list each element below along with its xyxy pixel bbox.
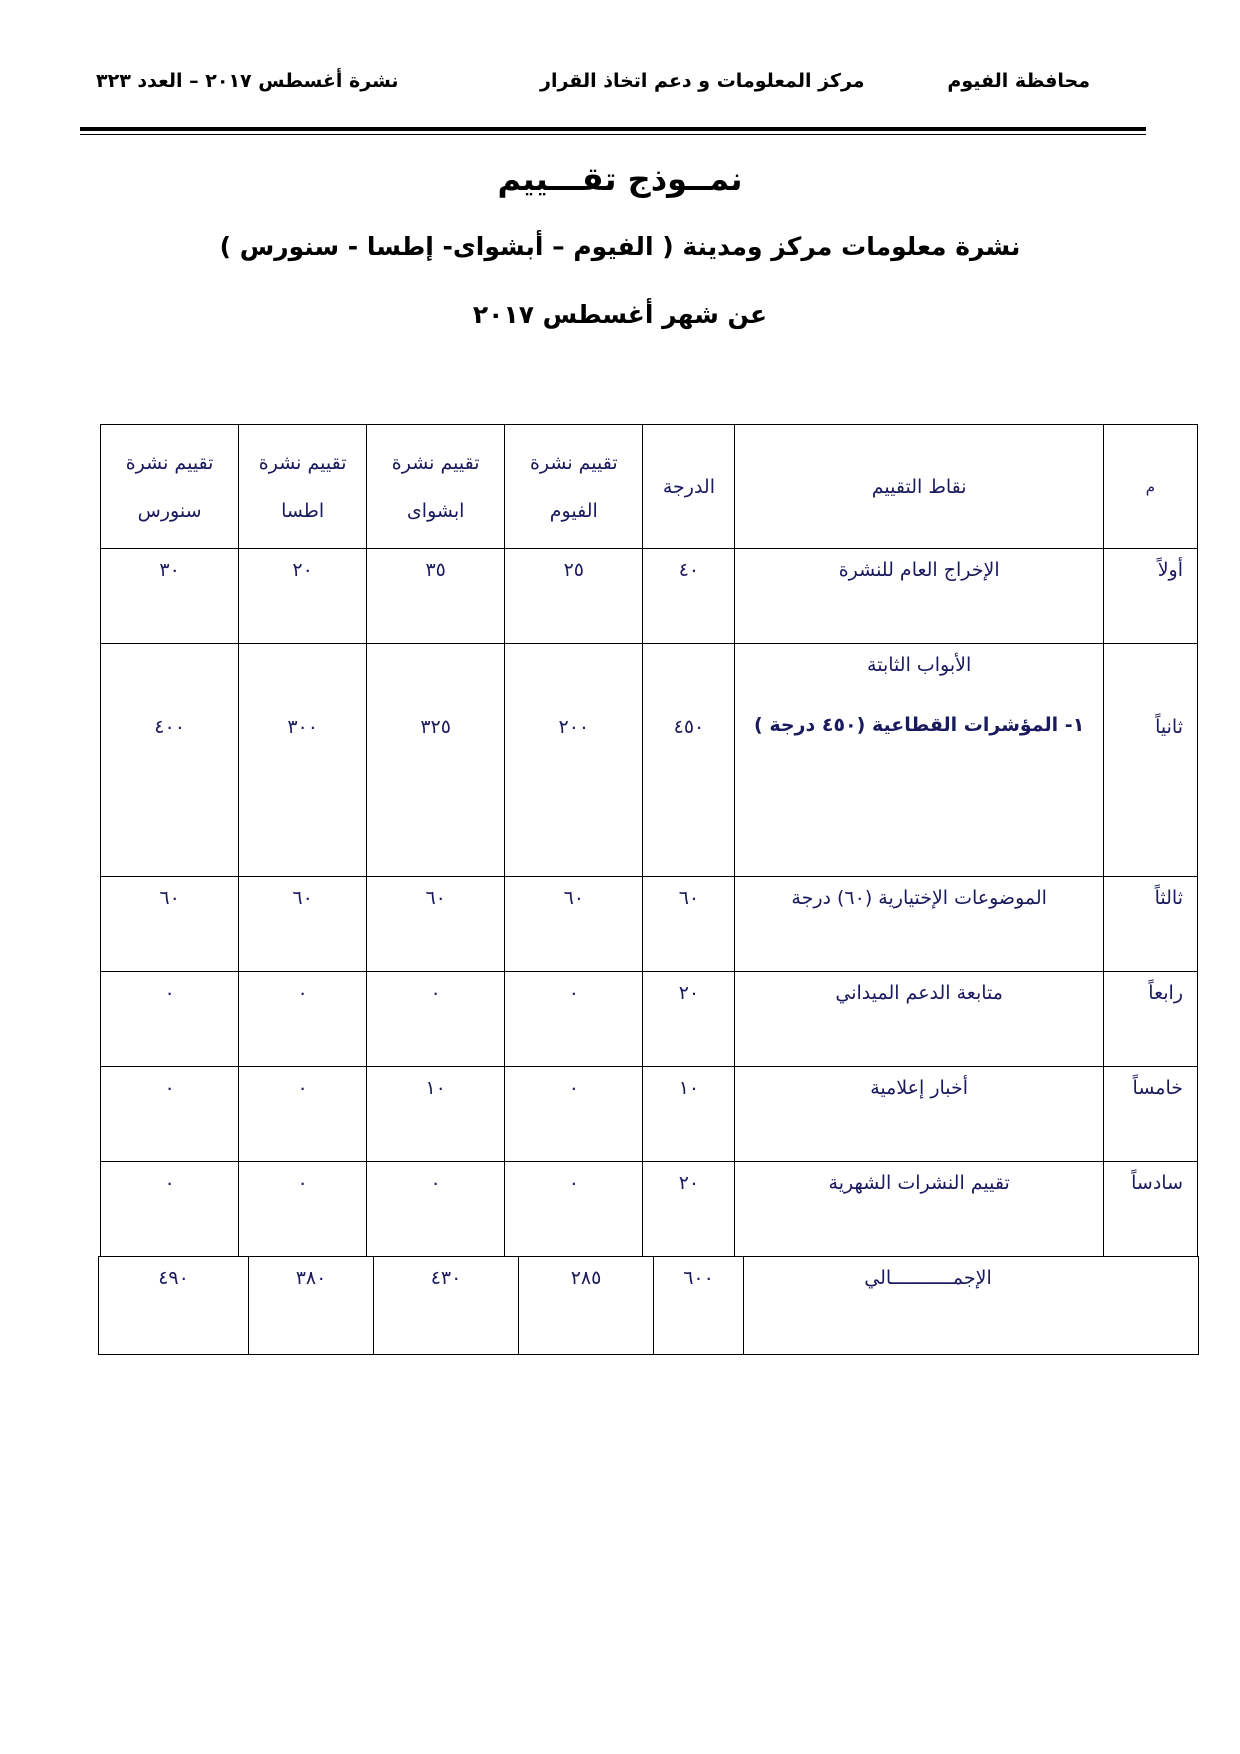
row-fayoum: ٠	[505, 972, 643, 1067]
row-num: رابعاً	[1103, 972, 1197, 1067]
header-fayoum-line1: تقييم نشرة	[529, 451, 618, 474]
center-name: مركز المعلومات و دعم اتخاذ القرار	[540, 70, 865, 92]
row-sinnuris: ٠	[101, 1067, 239, 1162]
evaluation-table	[100, 424, 1198, 1257]
total-table	[98, 1256, 1199, 1355]
row-itsa: ٠	[239, 972, 367, 1067]
row-ibshway: ٣٢٥	[367, 644, 505, 877]
row-itsa: ٠	[239, 1162, 367, 1257]
row-sinnuris: ٠	[101, 1162, 239, 1257]
header-degree: الدرجة	[643, 425, 735, 549]
header-sinnuris-line2: سنورس	[137, 499, 202, 522]
page-period: عن شهر أغسطس ٢٠١٧	[472, 300, 768, 329]
row-fayoum: ٠	[505, 1162, 643, 1257]
row-ibshway: ١٠	[367, 1067, 505, 1162]
governorate-label: محافظة الفيوم	[947, 70, 1090, 92]
header-rule	[80, 127, 1146, 131]
row-itsa: ٦٠	[239, 877, 367, 972]
row-fayoum: ٦٠	[505, 877, 643, 972]
total-row	[99, 1257, 1199, 1355]
table-row	[101, 1067, 1198, 1162]
row-points: متابعة الدعم الميداني	[735, 972, 1103, 1067]
row-degree: ٦٠	[643, 877, 735, 972]
header-num: م	[1103, 425, 1197, 549]
row-num: أولاً	[1103, 549, 1197, 644]
table-row	[101, 877, 1198, 972]
header-points: نقاط التقييم	[735, 425, 1103, 549]
total-itsa: ٣٨٠	[249, 1257, 374, 1355]
header-ibshway	[367, 425, 505, 549]
row-points: الموضوعات الإختيارية (٦٠) درجة	[735, 877, 1103, 972]
row-num: سادساً	[1103, 1162, 1197, 1257]
header-itsa-line1: تقييم نشرة	[258, 451, 347, 474]
table-row	[101, 644, 1198, 877]
table-row	[101, 972, 1198, 1067]
row-fayoum: ٠	[505, 1067, 643, 1162]
row-num: ثالثاً	[1103, 877, 1197, 972]
total-label: الإجمـــــــــــالي	[744, 1257, 1199, 1355]
row-points	[735, 644, 1103, 877]
row-itsa: ٢٠	[239, 549, 367, 644]
row-points: الإخراج العام للنشرة	[735, 549, 1103, 644]
row-sinnuris: ٣٠	[101, 549, 239, 644]
row-num: ثانياً	[1103, 644, 1197, 877]
total-sinnuris: ٤٩٠	[99, 1257, 249, 1355]
row-sinnuris: ٠	[101, 972, 239, 1067]
header-fayoum-line2: الفيوم	[549, 499, 598, 522]
row-ibshway: ٣٥	[367, 549, 505, 644]
row-points-subitem: ١- المؤشرات القطاعية (٤٥٠ درجة )	[754, 714, 1085, 736]
header-rule-thin	[80, 134, 1146, 135]
row-points: تقييم النشرات الشهرية	[735, 1162, 1103, 1257]
header-itsa	[239, 425, 367, 549]
header-sinnuris-line1: تقييم نشرة	[125, 451, 214, 474]
header-sinnuris	[101, 425, 239, 549]
row-num: خامساً	[1103, 1067, 1197, 1162]
table-row	[101, 549, 1198, 644]
row-degree: ٤٥٠	[643, 644, 735, 877]
header-ibshway-line2: ابشواى	[406, 499, 465, 522]
row-ibshway: ٠	[367, 1162, 505, 1257]
page-subtitle: نشرة معلومات مركز ومدينة ( الفيوم – أبشواى- إطسا - سنورس )	[219, 232, 1021, 261]
row-fayoum: ٢٠٠	[505, 644, 643, 877]
row-degree: ١٠	[643, 1067, 735, 1162]
page-title: نمــوذج تقـــييم	[497, 160, 743, 198]
row-degree: ٤٠	[643, 549, 735, 644]
total-ibshway: ٤٣٠	[374, 1257, 519, 1355]
total-degree: ٦٠٠	[654, 1257, 744, 1355]
row-ibshway: ٠	[367, 972, 505, 1067]
row-points-heading: الأبواب الثابتة	[867, 654, 972, 676]
row-fayoum: ٢٥	[505, 549, 643, 644]
row-itsa: ٣٠٠	[239, 644, 367, 877]
row-degree: ٢٠	[643, 1162, 735, 1257]
row-sinnuris: ٤٠٠	[101, 644, 239, 877]
bulletin-issue: نشرة أغسطس ٢٠١٧ – العدد ٣٢٣	[96, 70, 399, 92]
row-sinnuris: ٦٠	[101, 877, 239, 972]
total-fayoum: ٢٨٥	[519, 1257, 654, 1355]
row-degree: ٢٠	[643, 972, 735, 1067]
row-ibshway: ٦٠	[367, 877, 505, 972]
row-points: أخبار إعلامية	[735, 1067, 1103, 1162]
row-itsa: ٠	[239, 1067, 367, 1162]
header-itsa-line2: اطسا	[281, 499, 325, 522]
header-fayoum	[505, 425, 643, 549]
table-header-row	[101, 425, 1198, 549]
header-ibshway-line1: تقييم نشرة	[391, 451, 480, 474]
table-row	[101, 1162, 1198, 1257]
